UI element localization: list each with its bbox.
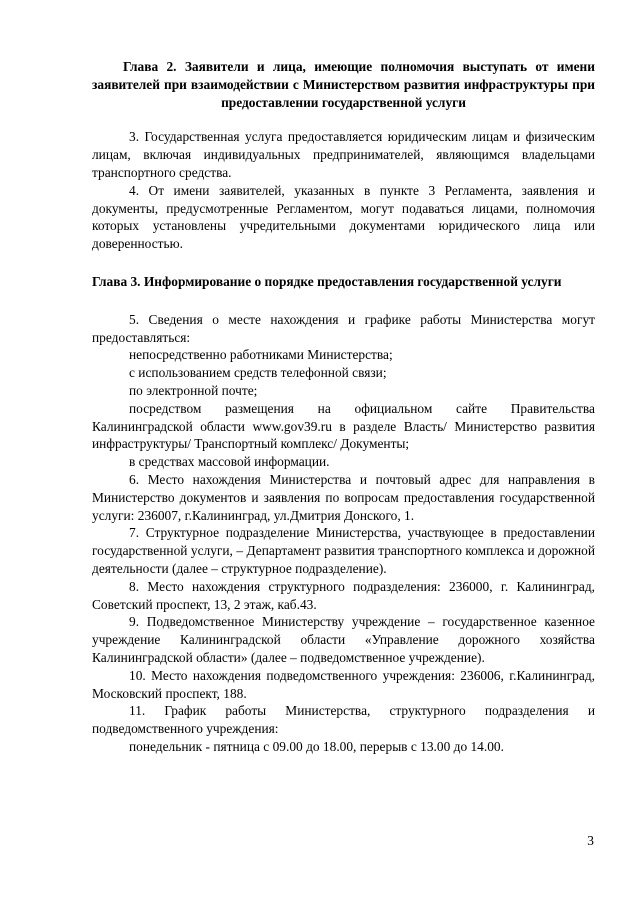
list-item-email: по электронной почте; xyxy=(129,382,258,398)
paragraph-8: 8. Место нахождения структурного подразделения: 236000, г. Калининград, Советский проспект, 13, 2 этаж, каб.43. xyxy=(92,578,595,612)
paragraph-10: 10. Место нахождения подведомственного учреждения: 236006, г.Калининград, Московский проспект, 188. xyxy=(92,667,595,701)
work-schedule: понедельник - пятница с 09.00 до 18.00, перерыв с 13.00 до 14.00. xyxy=(129,738,504,754)
paragraph-4: 4. От имени заявителей, указанных в пункте 3 Регламента, заявления и документы, предусмотренные Регламентом, могут подаваться лицами, полномочия которых установлены учредительными документами юридического лица или доверенностью. xyxy=(92,182,595,252)
list-item-media: в средствах массовой информации. xyxy=(129,454,330,470)
page-number: 3 xyxy=(587,833,594,848)
chapter-3-heading xyxy=(92,273,595,291)
chapter-2-heading: Глава 2. Заявители и лица, имеющие полномочия выступать от имени заявителей при взаимодействии с Министерством развития инфраструктуры при предоставлении государственной услуги xyxy=(92,59,595,110)
paragraph-3: 3. Государственная услуга предоставляется юридическим лицам и физическим лицам, включая индивидуальных предпринимателей, являющимся владельцами транспортного средства. xyxy=(92,129,595,180)
paragraph-6: 6. Место нахождения Министерства и почтовый адрес для направления в Министерство документов и заявления по вопросам предоставления государственной услуги: 236007, г.Калининград, ул.Дмитрия Донского, 1. xyxy=(92,471,595,523)
list-item-phone: с использованием средств телефонной связи; xyxy=(129,365,387,381)
paragraph-5: 5. Сведения о месте нахождения и графике работы Министерства могут предоставляться: xyxy=(92,311,595,345)
paragraph-11: 11. График работы Министерства, структурного подразделения и подведомственного учреждения: xyxy=(92,703,595,737)
list-item-direct: непосредственно работниками Министерства; xyxy=(129,347,393,363)
chapter-3-heading-text: Глава 3. Информирование о порядке предоставления государственной услуги xyxy=(92,273,562,289)
list-item-website: посредством размещения на официальном сайте Правительства Калининградской области www.gov39.ru в разделе Власть/ Министерство развития инфраструктуры/ Транспортный комплекс/ Документы; xyxy=(92,400,595,452)
paragraph-7: 7. Структурное подразделение Министерства, участвующее в предоставлении государственной услуги, – Департамент развития транспортного комплекса и дорожной деятельности (далее – структурное подразделение). xyxy=(92,525,595,576)
paragraph-9: 9. Подведомственное Министерству учреждение – государственное казенное учреждение Калининградской области «Управление дорожного хозяйства Калининградской области» (далее – подведомственное учреждение). xyxy=(92,614,595,665)
